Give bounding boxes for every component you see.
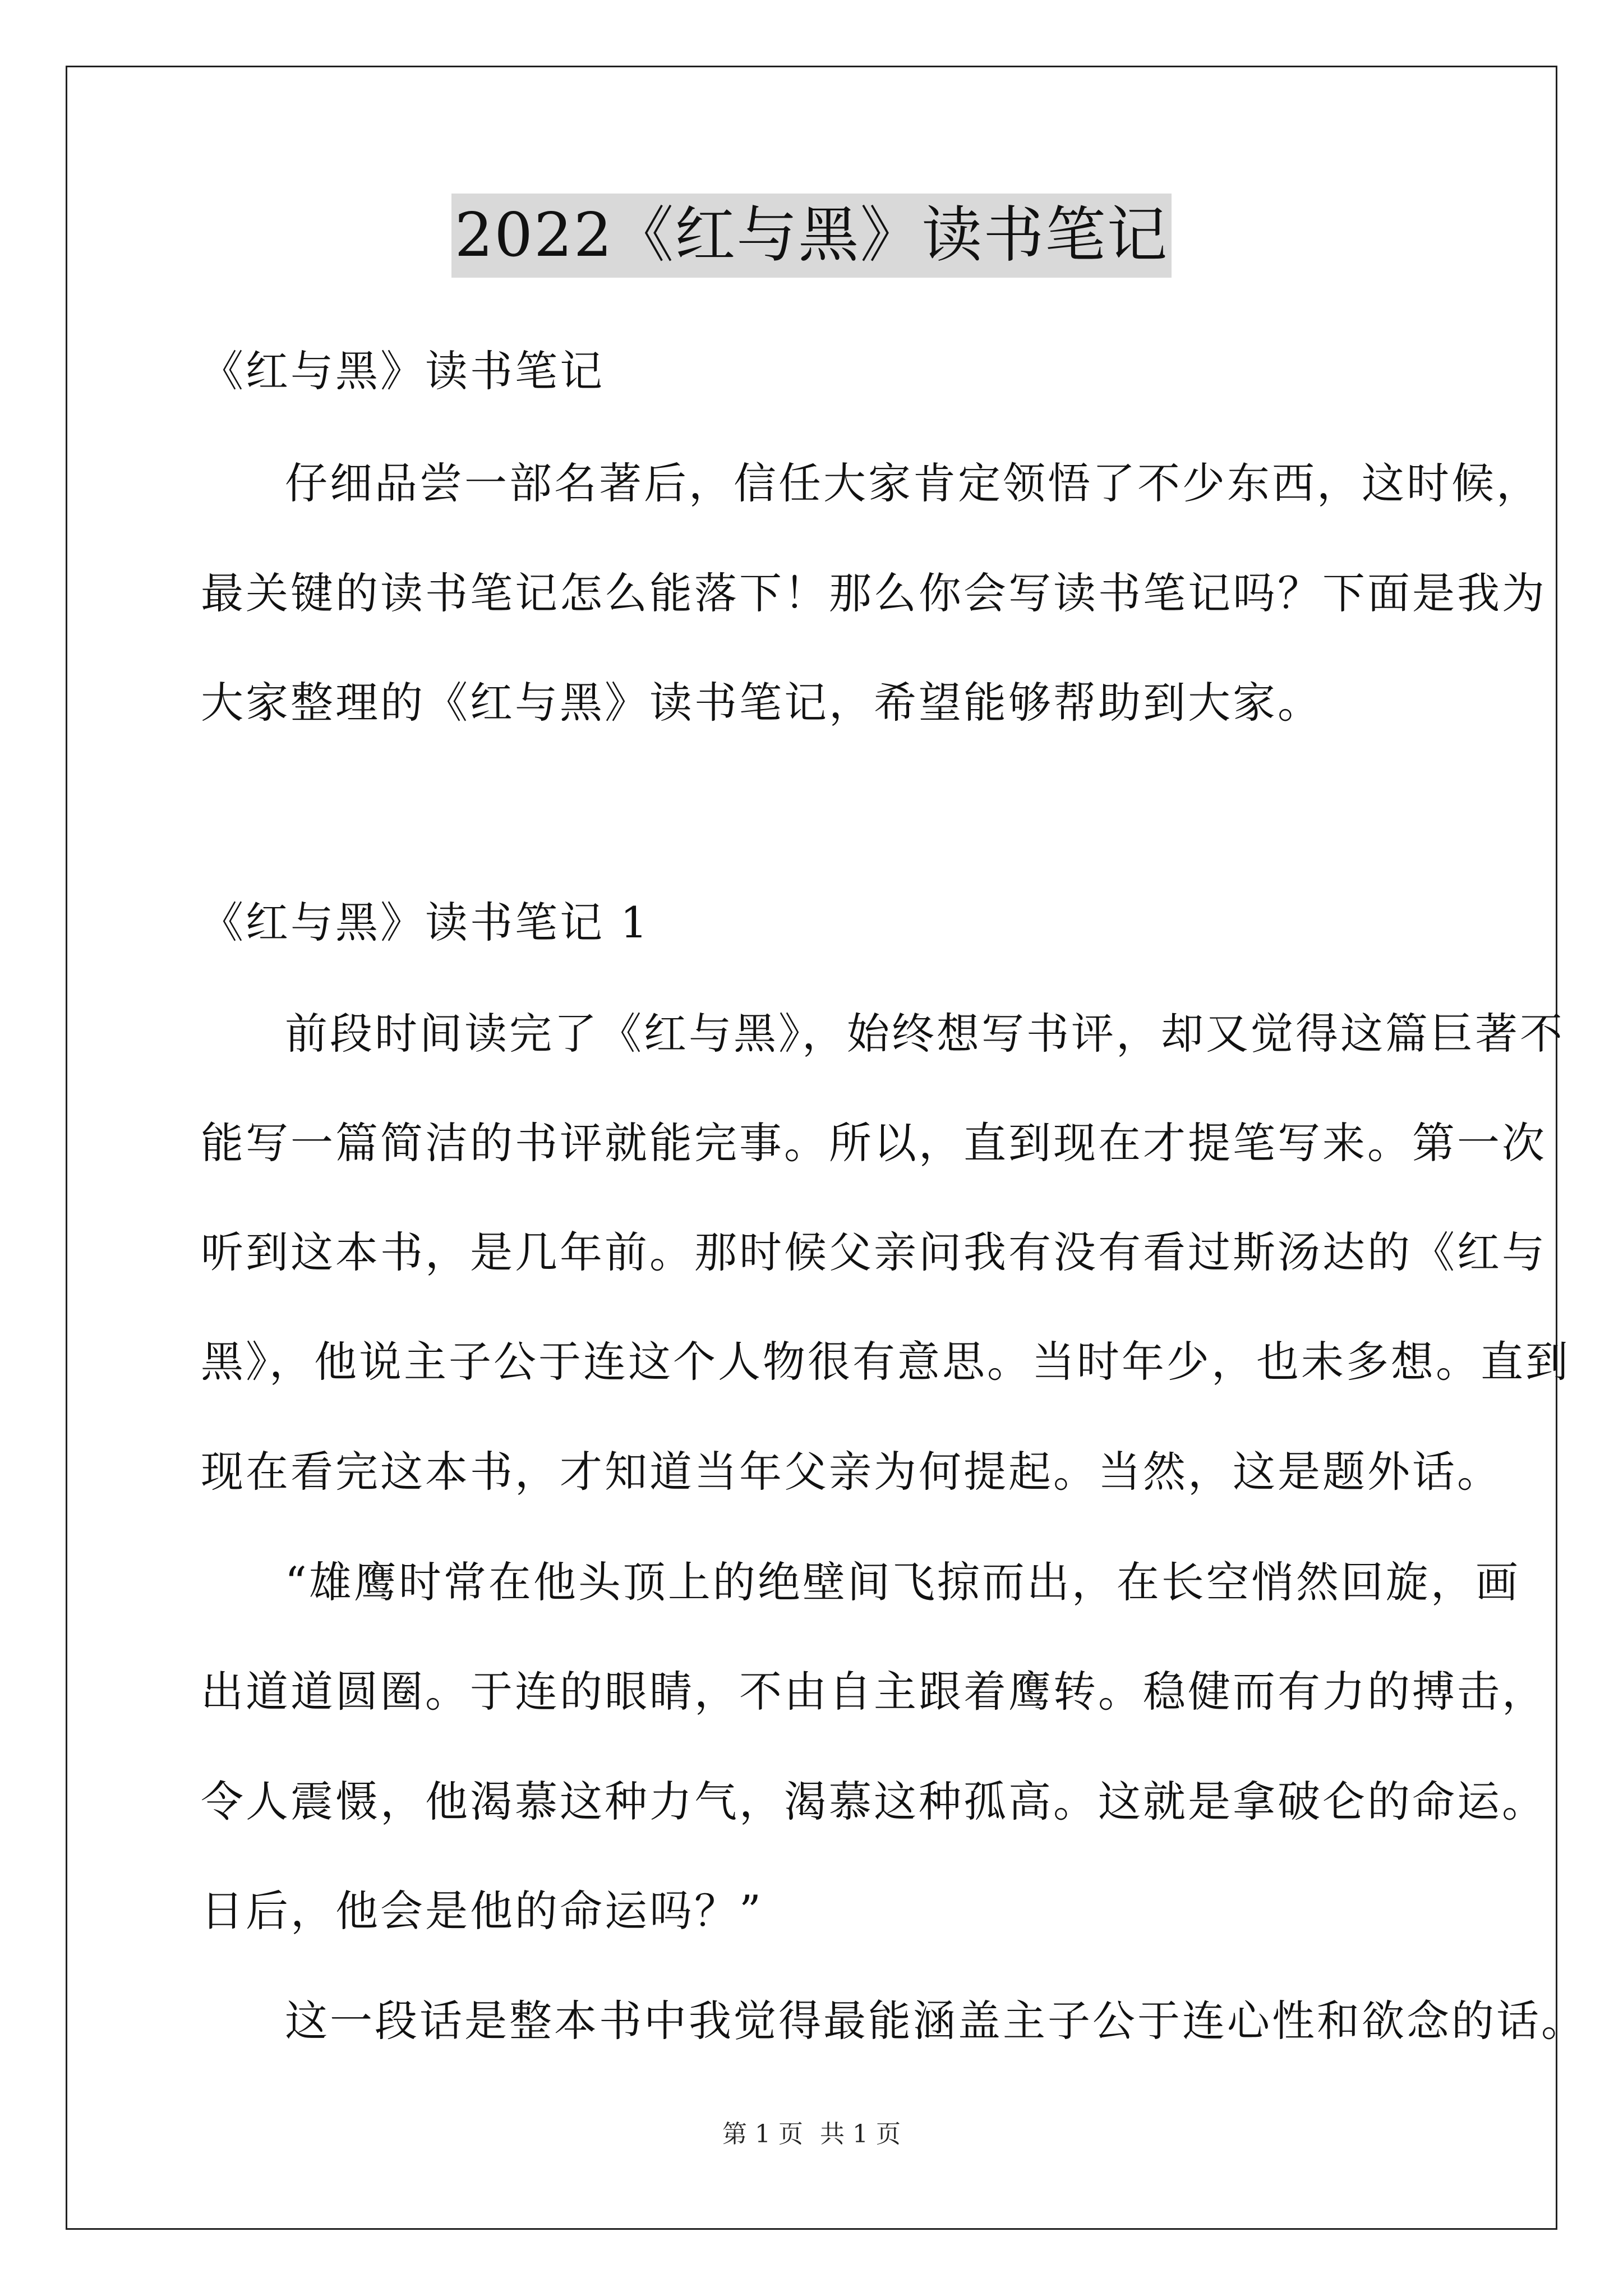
- document-title: 2022《红与黑》读书笔记: [451, 194, 1172, 278]
- paragraph-line: “雄鹰时常在他头顶上的绝壁间飞掠而出，在长空悄然回旋，画: [285, 1557, 1520, 1607]
- section-heading: 《红与黑》读书笔记: [201, 346, 605, 396]
- paragraph-line: 最关键的读书笔记怎么能落下！那么你会写读书笔记吗？下面是我为: [201, 568, 1547, 618]
- paragraph-line: 日后，他会是他的命运吗？”: [201, 1886, 763, 1936]
- paragraph-line: 听到这本书，是几年前。那时候父亲问我有没有看过斯汤达的《红与: [201, 1227, 1547, 1277]
- paragraph-line: 黑》，他说主子公于连这个人物很有意思。当时年少，也未多想。直到: [201, 1337, 1570, 1387]
- paragraph-line: 大家整理的《红与黑》读书笔记，希望能够帮助到大家。: [201, 678, 1322, 728]
- section-heading: 《红与黑》读书笔记 1: [201, 898, 650, 947]
- paragraph-line: 这一段话是整本书中我觉得最能涵盖主子公于连心性和欲念的话。: [285, 1996, 1586, 2046]
- paragraph-line: 令人震慑，他渴慕这种力气，渴慕这种孤高。这就是拿破仑的命运。: [201, 1777, 1547, 1826]
- paragraph-line: 现在看完这本书，才知道当年父亲为何提起。当然，这是题外话。: [201, 1447, 1502, 1497]
- page-total: 共 1 页: [820, 2120, 901, 2148]
- paragraph-line: 出道道圆圈。于连的眼睛，不由自主跟着鹰转。稳健而有力的搏击，: [201, 1667, 1547, 1717]
- paragraph-line: 能写一篇简洁的书评就能完事。所以，直到现在才提笔写来。第一次: [201, 1118, 1547, 1168]
- page-footer: [0, 2118, 1623, 2151]
- paragraph-line: 前段时间读完了《红与黑》，始终想写书评，却又觉得这篇巨著不: [285, 1009, 1565, 1059]
- paragraph-line: 仔细品尝一部名著后，信任大家肯定领悟了不少东西，这时候，: [285, 458, 1541, 508]
- title-wrap: [0, 194, 1623, 278]
- page-number: 第 1 页: [722, 2120, 803, 2148]
